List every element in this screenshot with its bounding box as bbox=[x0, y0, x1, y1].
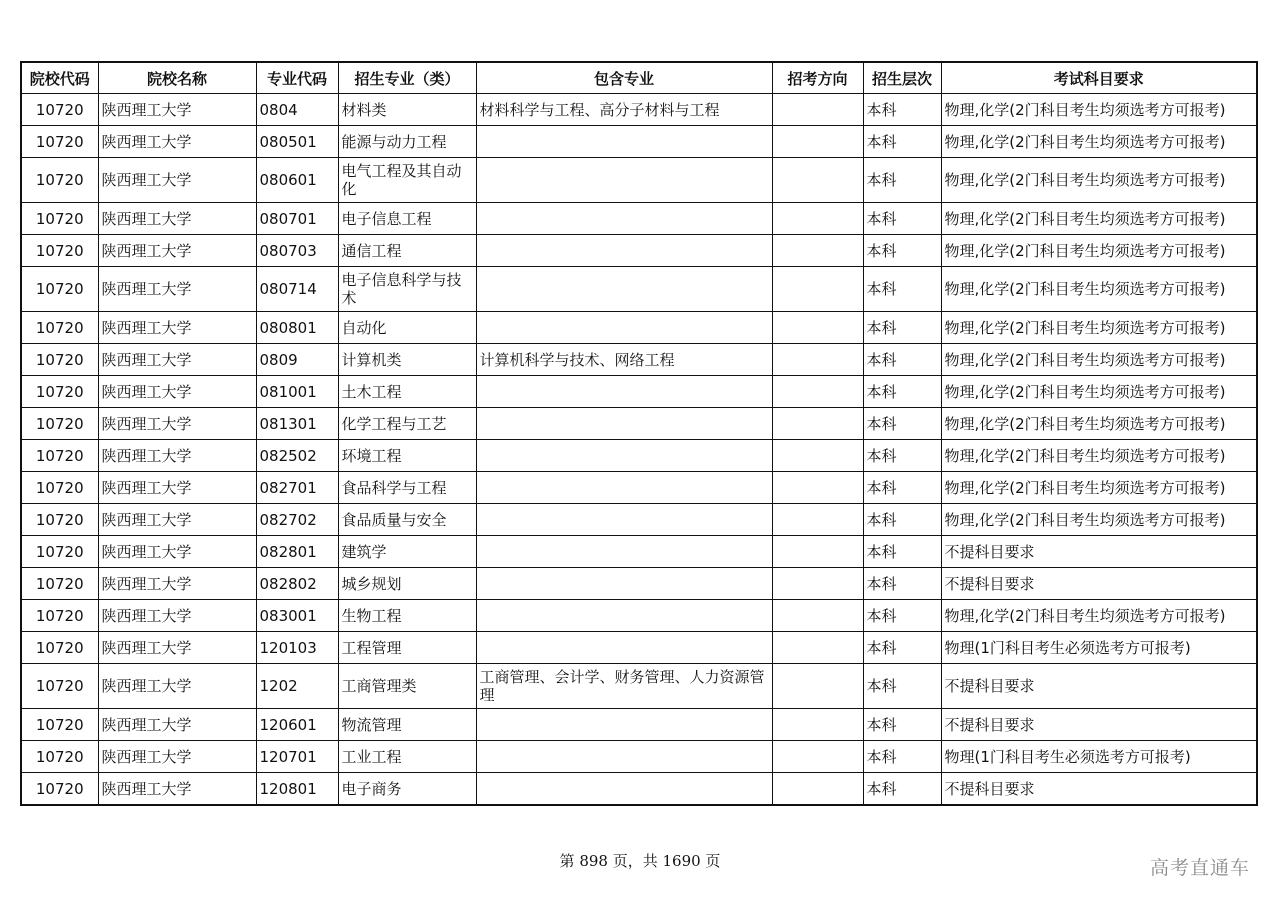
cell-includes bbox=[476, 312, 772, 344]
cell-requirement: 物理,化学(2门科目考生均须选考方可报考) bbox=[941, 344, 1257, 376]
cell-level: 本科 bbox=[863, 440, 941, 472]
cell-major: 电子商务 bbox=[338, 773, 476, 806]
cell-major-code: 080701 bbox=[256, 203, 338, 235]
cell-major: 食品质量与安全 bbox=[338, 504, 476, 536]
cell-includes bbox=[476, 267, 772, 312]
cell-school-code: 10720 bbox=[21, 504, 98, 536]
cell-school-name: 陕西理工大学 bbox=[98, 664, 256, 709]
cell-major: 材料类 bbox=[338, 94, 476, 126]
cell-includes bbox=[476, 376, 772, 408]
header-major-code: 专业代码 bbox=[256, 62, 338, 94]
cell-direction bbox=[772, 664, 863, 709]
watermark: 高考直通车 bbox=[1149, 857, 1250, 879]
cell-major: 能源与动力工程 bbox=[338, 126, 476, 158]
cell-school-name: 陕西理工大学 bbox=[98, 158, 256, 203]
cell-requirement: 物理,化学(2门科目考生均须选考方可报考) bbox=[941, 94, 1257, 126]
cell-school-code: 10720 bbox=[21, 536, 98, 568]
cell-school-name: 陕西理工大学 bbox=[98, 235, 256, 267]
cell-school-code: 10720 bbox=[21, 376, 98, 408]
cell-includes: 工商管理、会计学、财务管理、人力资源管理 bbox=[476, 664, 772, 709]
cell-direction bbox=[772, 741, 863, 773]
cell-school-name: 陕西理工大学 bbox=[98, 344, 256, 376]
table-row bbox=[21, 203, 1257, 235]
page-number: 第 898 页，共 1690 页 bbox=[559, 852, 721, 870]
cell-requirement: 物理,化学(2门科目考生均须选考方可报考) bbox=[941, 312, 1257, 344]
cell-includes bbox=[476, 158, 772, 203]
cell-school-code: 10720 bbox=[21, 440, 98, 472]
cell-major-code: 080501 bbox=[256, 126, 338, 158]
cell-major: 生物工程 bbox=[338, 600, 476, 632]
cell-major-code: 082701 bbox=[256, 472, 338, 504]
cell-direction bbox=[772, 312, 863, 344]
cell-major-code: 0809 bbox=[256, 344, 338, 376]
cell-major-code: 080703 bbox=[256, 235, 338, 267]
cell-includes bbox=[476, 504, 772, 536]
cell-direction bbox=[772, 773, 863, 806]
cell-major-code: 120801 bbox=[256, 773, 338, 806]
cell-includes bbox=[476, 709, 772, 741]
table-row bbox=[21, 235, 1257, 267]
table-row bbox=[21, 664, 1257, 709]
cell-major-code: 080801 bbox=[256, 312, 338, 344]
table-row bbox=[21, 568, 1257, 600]
header-row bbox=[21, 62, 1257, 94]
cell-school-code: 10720 bbox=[21, 600, 98, 632]
admission-table bbox=[20, 61, 1258, 806]
cell-level: 本科 bbox=[863, 664, 941, 709]
cell-level: 本科 bbox=[863, 94, 941, 126]
cell-requirement: 物理,化学(2门科目考生均须选考方可报考) bbox=[941, 267, 1257, 312]
cell-level: 本科 bbox=[863, 472, 941, 504]
table-row bbox=[21, 267, 1257, 312]
cell-school-name: 陕西理工大学 bbox=[98, 126, 256, 158]
cell-includes bbox=[476, 536, 772, 568]
cell-major-code: 0804 bbox=[256, 94, 338, 126]
cell-school-name: 陕西理工大学 bbox=[98, 472, 256, 504]
cell-direction bbox=[772, 344, 863, 376]
cell-school-name: 陕西理工大学 bbox=[98, 440, 256, 472]
table-row bbox=[21, 94, 1257, 126]
table-row bbox=[21, 126, 1257, 158]
cell-includes bbox=[476, 126, 772, 158]
cell-school-name: 陕西理工大学 bbox=[98, 741, 256, 773]
cell-major: 计算机类 bbox=[338, 344, 476, 376]
cell-includes: 材料科学与工程、高分子材料与工程 bbox=[476, 94, 772, 126]
cell-includes bbox=[476, 632, 772, 664]
header-direction: 招考方向 bbox=[772, 62, 863, 94]
cell-level: 本科 bbox=[863, 600, 941, 632]
cell-requirement: 物理,化学(2门科目考生均须选考方可报考) bbox=[941, 408, 1257, 440]
cell-includes bbox=[476, 773, 772, 806]
cell-school-code: 10720 bbox=[21, 94, 98, 126]
table-row bbox=[21, 741, 1257, 773]
table-row bbox=[21, 158, 1257, 203]
cell-level: 本科 bbox=[863, 344, 941, 376]
cell-level: 本科 bbox=[863, 536, 941, 568]
cell-school-name: 陕西理工大学 bbox=[98, 536, 256, 568]
cell-level: 本科 bbox=[863, 408, 941, 440]
cell-level: 本科 bbox=[863, 267, 941, 312]
cell-school-code: 10720 bbox=[21, 472, 98, 504]
cell-major: 建筑学 bbox=[338, 536, 476, 568]
cell-school-code: 10720 bbox=[21, 568, 98, 600]
cell-major-code: 082801 bbox=[256, 536, 338, 568]
cell-school-code: 10720 bbox=[21, 203, 98, 235]
cell-school-name: 陕西理工大学 bbox=[98, 600, 256, 632]
cell-direction bbox=[772, 376, 863, 408]
cell-includes bbox=[476, 472, 772, 504]
cell-school-code: 10720 bbox=[21, 267, 98, 312]
header-includes: 包含专业 bbox=[476, 62, 772, 94]
cell-major: 工业工程 bbox=[338, 741, 476, 773]
cell-major: 电子信息科学与技术 bbox=[338, 267, 476, 312]
cell-school-code: 10720 bbox=[21, 158, 98, 203]
cell-major-code: 082802 bbox=[256, 568, 338, 600]
table-row bbox=[21, 440, 1257, 472]
cell-major: 化学工程与工艺 bbox=[338, 408, 476, 440]
cell-direction bbox=[772, 600, 863, 632]
cell-direction bbox=[772, 568, 863, 600]
cell-requirement: 物理,化学(2门科目考生均须选考方可报考) bbox=[941, 235, 1257, 267]
cell-major-code: 080714 bbox=[256, 267, 338, 312]
cell-level: 本科 bbox=[863, 504, 941, 536]
table-row bbox=[21, 504, 1257, 536]
cell-school-code: 10720 bbox=[21, 664, 98, 709]
cell-level: 本科 bbox=[863, 126, 941, 158]
cell-includes: 计算机科学与技术、网络工程 bbox=[476, 344, 772, 376]
cell-major: 环境工程 bbox=[338, 440, 476, 472]
cell-direction bbox=[772, 235, 863, 267]
cell-direction bbox=[772, 504, 863, 536]
cell-requirement: 不提科目要求 bbox=[941, 709, 1257, 741]
cell-major: 自动化 bbox=[338, 312, 476, 344]
cell-level: 本科 bbox=[863, 376, 941, 408]
cell-major-code: 120103 bbox=[256, 632, 338, 664]
cell-requirement: 物理,化学(2门科目考生均须选考方可报考) bbox=[941, 376, 1257, 408]
cell-requirement: 不提科目要求 bbox=[941, 536, 1257, 568]
cell-school-code: 10720 bbox=[21, 709, 98, 741]
cell-includes bbox=[476, 600, 772, 632]
cell-school-name: 陕西理工大学 bbox=[98, 312, 256, 344]
cell-level: 本科 bbox=[863, 158, 941, 203]
cell-school-name: 陕西理工大学 bbox=[98, 568, 256, 600]
cell-includes bbox=[476, 203, 772, 235]
cell-direction bbox=[772, 632, 863, 664]
cell-school-name: 陕西理工大学 bbox=[98, 773, 256, 806]
cell-school-code: 10720 bbox=[21, 773, 98, 806]
header-school-code: 院校代码 bbox=[21, 62, 98, 94]
table-row bbox=[21, 600, 1257, 632]
cell-direction bbox=[772, 408, 863, 440]
cell-major: 土木工程 bbox=[338, 376, 476, 408]
table-row bbox=[21, 709, 1257, 741]
table-row bbox=[21, 773, 1257, 806]
cell-school-name: 陕西理工大学 bbox=[98, 267, 256, 312]
cell-major-code: 081301 bbox=[256, 408, 338, 440]
table-body bbox=[21, 94, 1257, 806]
cell-school-code: 10720 bbox=[21, 344, 98, 376]
cell-requirement: 物理,化学(2门科目考生均须选考方可报考) bbox=[941, 440, 1257, 472]
cell-school-name: 陕西理工大学 bbox=[98, 376, 256, 408]
cell-includes bbox=[476, 408, 772, 440]
cell-major: 食品科学与工程 bbox=[338, 472, 476, 504]
cell-major-code: 083001 bbox=[256, 600, 338, 632]
cell-requirement: 不提科目要求 bbox=[941, 664, 1257, 709]
table-row bbox=[21, 472, 1257, 504]
cell-school-name: 陕西理工大学 bbox=[98, 94, 256, 126]
table-row bbox=[21, 536, 1257, 568]
cell-requirement: 不提科目要求 bbox=[941, 568, 1257, 600]
cell-major: 工程管理 bbox=[338, 632, 476, 664]
cell-major-code: 080601 bbox=[256, 158, 338, 203]
cell-includes bbox=[476, 741, 772, 773]
cell-requirement: 物理(1门科目考生必须选考方可报考) bbox=[941, 741, 1257, 773]
cell-major-code: 120701 bbox=[256, 741, 338, 773]
cell-requirement: 物理,化学(2门科目考生均须选考方可报考) bbox=[941, 126, 1257, 158]
table-row bbox=[21, 376, 1257, 408]
header-major: 招生专业（类） bbox=[338, 62, 476, 94]
cell-level: 本科 bbox=[863, 632, 941, 664]
cell-major: 通信工程 bbox=[338, 235, 476, 267]
cell-level: 本科 bbox=[863, 773, 941, 806]
cell-direction bbox=[772, 709, 863, 741]
cell-school-name: 陕西理工大学 bbox=[98, 504, 256, 536]
table-row bbox=[21, 408, 1257, 440]
cell-level: 本科 bbox=[863, 312, 941, 344]
cell-major: 电气工程及其自动化 bbox=[338, 158, 476, 203]
cell-school-name: 陕西理工大学 bbox=[98, 632, 256, 664]
header-school-name: 院校名称 bbox=[98, 62, 256, 94]
cell-direction bbox=[772, 126, 863, 158]
cell-direction bbox=[772, 94, 863, 126]
cell-requirement: 物理,化学(2门科目考生均须选考方可报考) bbox=[941, 158, 1257, 203]
cell-major-code: 082702 bbox=[256, 504, 338, 536]
cell-school-name: 陕西理工大学 bbox=[98, 408, 256, 440]
cell-level: 本科 bbox=[863, 235, 941, 267]
cell-school-code: 10720 bbox=[21, 235, 98, 267]
cell-major-code: 081001 bbox=[256, 376, 338, 408]
cell-level: 本科 bbox=[863, 568, 941, 600]
cell-school-name: 陕西理工大学 bbox=[98, 203, 256, 235]
cell-major: 工商管理类 bbox=[338, 664, 476, 709]
cell-major-code: 120601 bbox=[256, 709, 338, 741]
cell-direction bbox=[772, 440, 863, 472]
cell-school-code: 10720 bbox=[21, 312, 98, 344]
table-row bbox=[21, 632, 1257, 664]
table-row bbox=[21, 312, 1257, 344]
cell-direction bbox=[772, 472, 863, 504]
cell-major: 城乡规划 bbox=[338, 568, 476, 600]
header-requirement: 考试科目要求 bbox=[941, 62, 1257, 94]
cell-school-name: 陕西理工大学 bbox=[98, 709, 256, 741]
cell-major: 电子信息工程 bbox=[338, 203, 476, 235]
cell-direction bbox=[772, 267, 863, 312]
cell-includes bbox=[476, 568, 772, 600]
cell-school-code: 10720 bbox=[21, 408, 98, 440]
cell-level: 本科 bbox=[863, 709, 941, 741]
cell-requirement: 物理,化学(2门科目考生均须选考方可报考) bbox=[941, 600, 1257, 632]
cell-school-code: 10720 bbox=[21, 632, 98, 664]
table-row bbox=[21, 344, 1257, 376]
cell-includes bbox=[476, 440, 772, 472]
cell-direction bbox=[772, 203, 863, 235]
cell-requirement: 物理(1门科目考生必须选考方可报考) bbox=[941, 632, 1257, 664]
cell-requirement: 物理,化学(2门科目考生均须选考方可报考) bbox=[941, 472, 1257, 504]
cell-level: 本科 bbox=[863, 741, 941, 773]
cell-direction bbox=[772, 536, 863, 568]
cell-school-code: 10720 bbox=[21, 741, 98, 773]
cell-major: 物流管理 bbox=[338, 709, 476, 741]
cell-major-code: 1202 bbox=[256, 664, 338, 709]
cell-level: 本科 bbox=[863, 203, 941, 235]
cell-direction bbox=[772, 158, 863, 203]
header-level: 招生层次 bbox=[863, 62, 941, 94]
cell-requirement: 物理,化学(2门科目考生均须选考方可报考) bbox=[941, 504, 1257, 536]
cell-major-code: 082502 bbox=[256, 440, 338, 472]
cell-requirement: 物理,化学(2门科目考生均须选考方可报考) bbox=[941, 203, 1257, 235]
cell-school-code: 10720 bbox=[21, 126, 98, 158]
cell-includes bbox=[476, 235, 772, 267]
cell-requirement: 不提科目要求 bbox=[941, 773, 1257, 806]
